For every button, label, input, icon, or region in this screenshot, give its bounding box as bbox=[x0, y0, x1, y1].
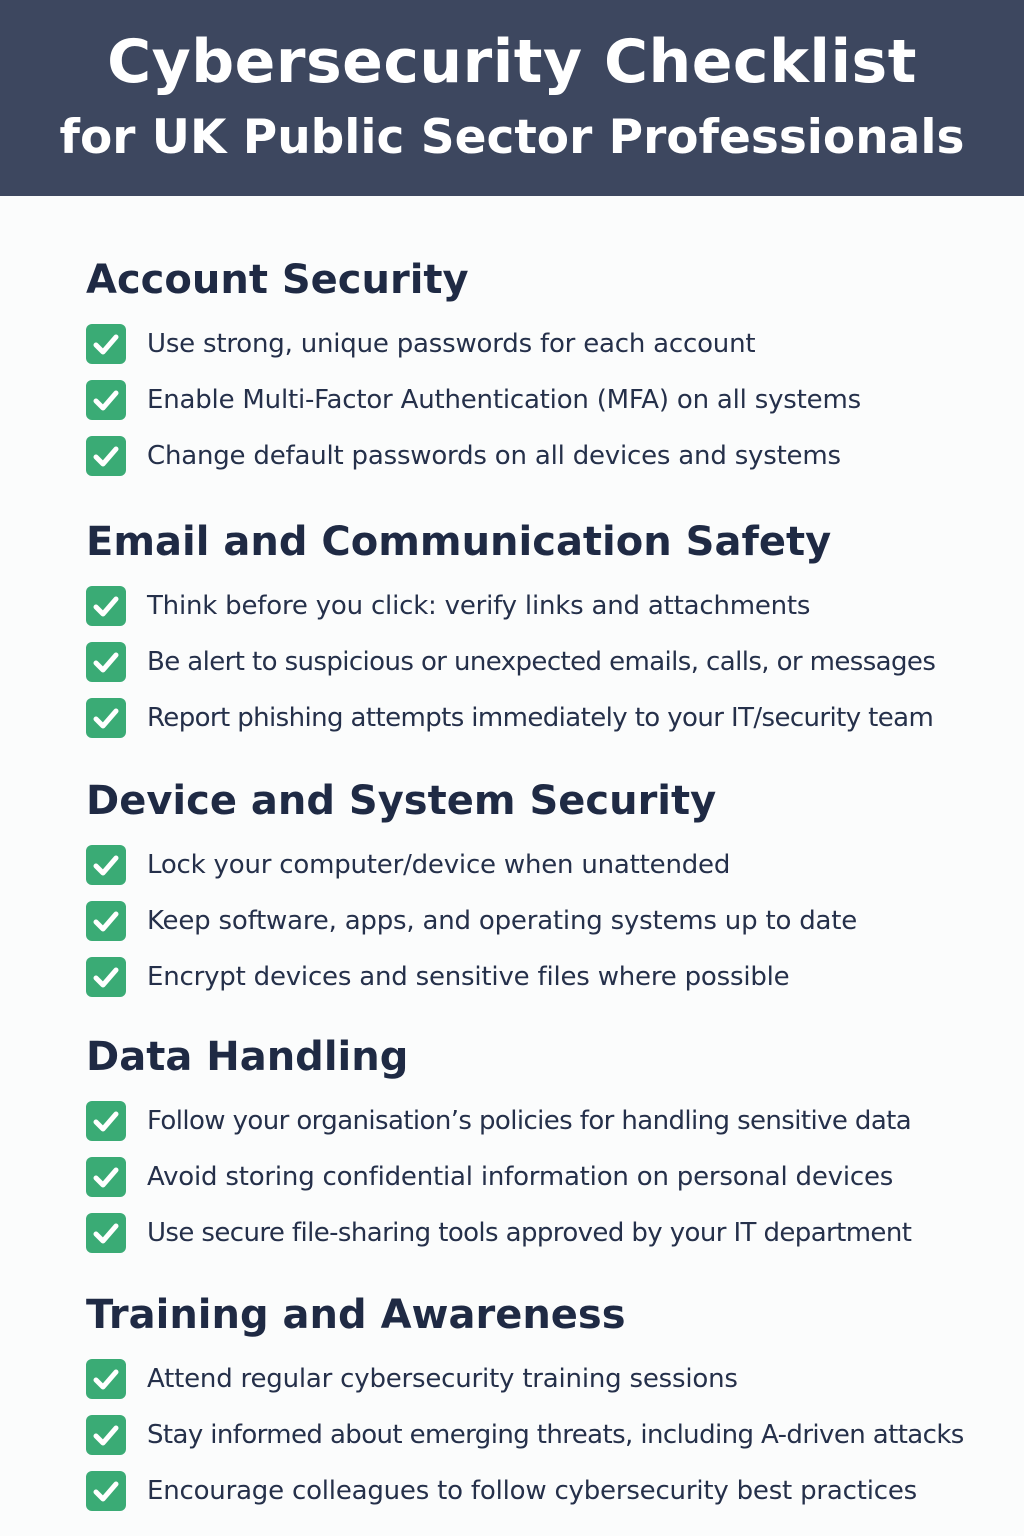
checklist bbox=[86, 322, 1016, 490]
section-heading: Account Security bbox=[86, 257, 469, 303]
checklist-item bbox=[86, 899, 1016, 955]
checklist bbox=[86, 584, 1016, 752]
checklist-item bbox=[86, 1155, 1016, 1211]
checklist-item bbox=[86, 378, 1016, 434]
checklist-item-text: Lock your computer/device when unattended bbox=[147, 850, 731, 880]
checklist-item-text: Use secure file-sharing tools approved by your IT department bbox=[147, 1218, 912, 1248]
checklist-item bbox=[86, 640, 1016, 696]
check-icon bbox=[86, 1213, 126, 1253]
checklist-item bbox=[86, 322, 1016, 378]
checklist-item-text: Think before you click: verify links and attachments bbox=[147, 591, 811, 621]
checklist-item-text: Change default passwords on all devices and systems bbox=[147, 441, 841, 471]
checklist bbox=[86, 1357, 1016, 1525]
check-icon bbox=[86, 436, 126, 476]
checklist-item-text: Encrypt devices and sensitive files where possible bbox=[147, 962, 790, 992]
checklist-item-text: Avoid storing confidential information on personal devices bbox=[147, 1162, 894, 1192]
checklist-item bbox=[86, 1099, 1016, 1155]
check-icon bbox=[86, 1359, 126, 1399]
checklist-item bbox=[86, 955, 1016, 1011]
section-training-awareness bbox=[86, 1291, 1016, 1525]
section-email-communication-safety bbox=[86, 518, 1016, 752]
checklist-item bbox=[86, 1469, 1016, 1525]
checklist-item bbox=[86, 1211, 1016, 1267]
check-icon bbox=[86, 1101, 126, 1141]
check-icon bbox=[86, 698, 126, 738]
checklist-item-text: Stay informed about emerging threats, including A-driven attacks bbox=[147, 1420, 964, 1450]
checklist-item-text: Report phishing attempts immediately to your IT/security team bbox=[147, 703, 934, 733]
page-title: Cybersecurity Checklist bbox=[107, 27, 917, 97]
check-icon bbox=[86, 1157, 126, 1197]
checklist-item-text: Encourage colleagues to follow cybersecurity best practices bbox=[147, 1476, 917, 1506]
section-heading: Email and Communication Safety bbox=[86, 519, 832, 565]
checklist-item-text: Enable Multi-Factor Authentication (MFA) on all systems bbox=[147, 385, 861, 415]
section-heading: Data Handling bbox=[86, 1034, 409, 1080]
check-icon bbox=[86, 901, 126, 941]
check-icon bbox=[86, 586, 126, 626]
check-icon bbox=[86, 324, 126, 364]
check-icon bbox=[86, 380, 126, 420]
check-icon bbox=[86, 1471, 126, 1511]
section-heading: Device and System Security bbox=[86, 778, 717, 824]
section-data-handling bbox=[86, 1033, 1016, 1267]
checklist-item-text: Attend regular cybersecurity training sessions bbox=[147, 1364, 738, 1394]
check-icon bbox=[86, 642, 126, 682]
checklist-item bbox=[86, 696, 1016, 752]
checklist-item bbox=[86, 584, 1016, 640]
checklist-item bbox=[86, 1413, 1016, 1469]
checklist-item bbox=[86, 434, 1016, 490]
page-subtitle: for UK Public Sector Professionals bbox=[59, 110, 965, 165]
checklist-item-text: Use strong, unique passwords for each account bbox=[147, 329, 756, 359]
checklist-item bbox=[86, 843, 1016, 899]
check-icon bbox=[86, 957, 126, 997]
checklist-item-text: Be alert to suspicious or unexpected emails, calls, or messages bbox=[147, 647, 936, 677]
checklist-item-text: Follow your organisation’s policies for handling sensitive data bbox=[147, 1106, 912, 1136]
checklist-item-text: Keep software, apps, and operating systems up to date bbox=[147, 906, 858, 936]
checklist bbox=[86, 1099, 1016, 1267]
checklist-item bbox=[86, 1357, 1016, 1413]
check-icon bbox=[86, 845, 126, 885]
checklist bbox=[86, 843, 1016, 1011]
section-account-security bbox=[86, 256, 1016, 490]
section-device-system-security bbox=[86, 777, 1016, 1011]
page-header bbox=[0, 0, 1024, 196]
section-heading: Training and Awareness bbox=[86, 1292, 626, 1338]
check-icon bbox=[86, 1415, 126, 1455]
